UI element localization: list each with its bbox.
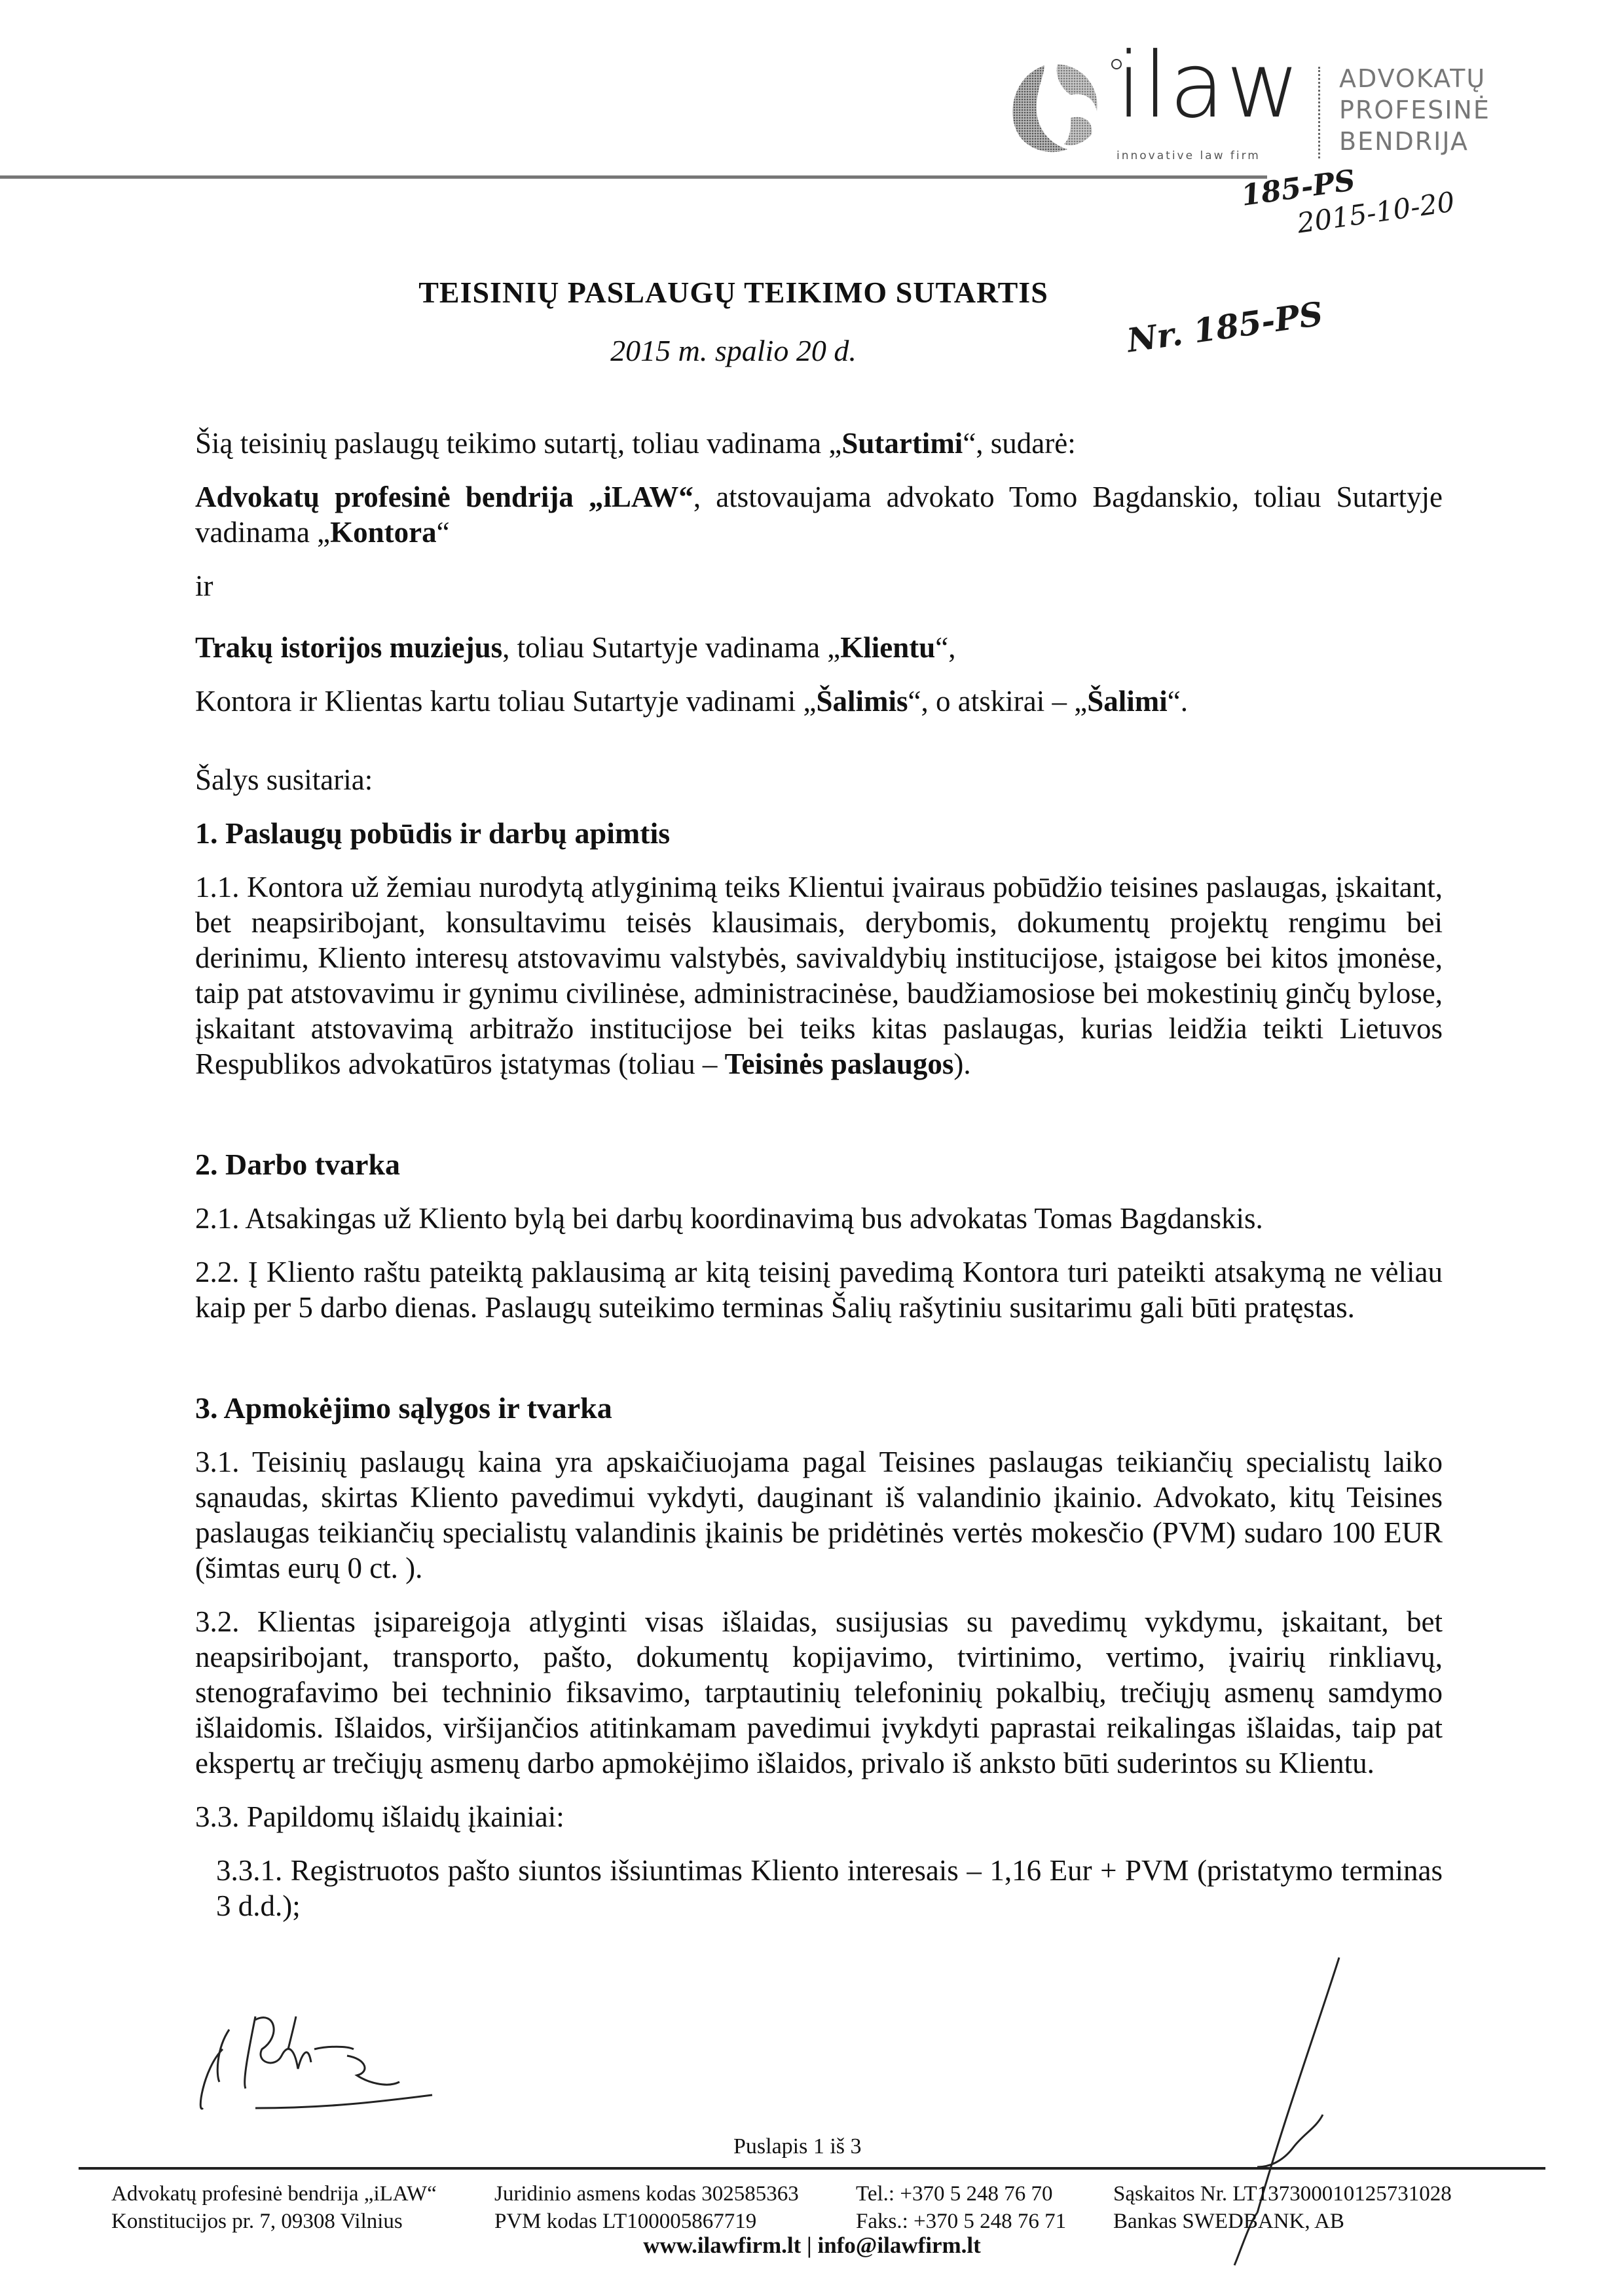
clause-2-1: 2.1. Atsakingas už Kliento bylą bei darbų koordinavimą bus advokatas Tomas Bagdanskis. bbox=[195, 1202, 1263, 1235]
logo-tagline: innovative law firm bbox=[1116, 149, 1261, 162]
parties-definition bbox=[195, 683, 1443, 719]
handwritten-reference: 185-PS bbox=[1239, 164, 1357, 213]
footer-account: Sąskaitos Nr. LT137300010125731028 bbox=[1113, 2182, 1452, 2206]
agreement-statement: Šalys susitaria: bbox=[195, 763, 373, 796]
date-text: 2015 m. spalio 20 d. bbox=[610, 334, 857, 367]
footer-address: Konstitucijos pr. 7, 09308 Vilnius bbox=[111, 2210, 403, 2233]
party-2-name: Trakų istorijos muziejus bbox=[195, 631, 503, 664]
footer-registry bbox=[494, 2180, 799, 2235]
ilaw-logo bbox=[1005, 33, 1503, 170]
firm-type-text bbox=[1339, 63, 1490, 157]
footer-fax: Faks.: +370 5 248 76 71 bbox=[856, 2210, 1067, 2233]
signature-scribble-icon bbox=[196, 2010, 602, 2141]
text: ). bbox=[953, 1048, 971, 1080]
handwritten-contract-number: Nr. 185-PS bbox=[1124, 294, 1325, 360]
section-3-heading: 3. Apmokėjimo sąlygos ir tvarka bbox=[195, 1391, 612, 1425]
contract-body bbox=[195, 426, 1443, 1923]
party-1 bbox=[195, 479, 1443, 550]
text: “ bbox=[436, 516, 450, 549]
text: “, o atskirai – „ bbox=[908, 685, 1088, 718]
defined-term: Šalimis bbox=[816, 685, 908, 718]
section-2-heading: 2. Darbo tvarka bbox=[195, 1148, 401, 1181]
title-text: TEISINIŲ PASLAUGŲ TEIKIMO SUTARTIS bbox=[418, 276, 1048, 309]
footer-vat-code: PVM kodas LT100005867719 bbox=[494, 2210, 757, 2233]
text: “, bbox=[935, 631, 956, 664]
firm-line-1: ADVOKATŲ bbox=[1339, 64, 1486, 93]
clause-2-2: 2.2. Į Kliento raštu pateiktą paklausimą ar kitą teisinį pavedimą Kontora turi pateikti atsakymą ne vėliau kaip per 5 darbo dienas. Paslaugų suteikimo terminas Šalių rašytiniu susitarimu gali būti pratęstas. bbox=[195, 1256, 1443, 1324]
clause-3-1: 3.1. Teisinių paslaugų kaina yra apskaičiuojama pagal Teisines paslaugas teikiančių specialistų laiko sąnaudas, skirtas Kliento pavedimui vykdyti, dauginant iš valandinio įkainio. Advokato, kitų Teisines paslaugas teikiančių specialistų valandinis įkainis be pridėtinės vertės mokesčio (PVM) sudaro 100 EUR (šimtas eurų 0 ct. ). bbox=[195, 1446, 1443, 1584]
defined-term: Sutartimi bbox=[841, 427, 963, 460]
footer-company-code: Juridinio asmens kodas 302585363 bbox=[494, 2182, 799, 2206]
footer-bank-name: Bankas SWEDBANK, AB bbox=[1113, 2210, 1344, 2233]
footer-bank bbox=[1113, 2180, 1452, 2235]
party-1-name: Advokatų profesinė bendrija „iLAW“ bbox=[195, 481, 693, 513]
logo-wordmark: ilaw bbox=[1116, 33, 1302, 138]
clause-1-1 bbox=[195, 869, 1443, 1082]
conjunction: ir bbox=[195, 570, 213, 602]
defined-term: Klientu bbox=[840, 631, 936, 664]
text: , atstovaujama advokato Tomo Bagdanskio, toliau Sutartyje vadinama „ bbox=[195, 481, 1443, 549]
defined-term: Teisinės paslaugos bbox=[724, 1048, 954, 1080]
footer-firm-name: Advokatų profesinė bendrija „iLAW“ bbox=[111, 2182, 437, 2206]
text: Šią teisinių paslaugų teikimo sutartį, toliau vadinama „ bbox=[195, 427, 842, 460]
handwritten-date: 2015-10-20 bbox=[1295, 185, 1457, 240]
text: “. bbox=[1167, 685, 1188, 718]
text: Kontora ir Klientas kartu toliau Sutartyje vadinami „ bbox=[195, 685, 817, 718]
document-title bbox=[0, 275, 1624, 310]
page-number: Puslapis 1 iš 3 bbox=[733, 2134, 862, 2159]
firm-line-2: PROFESINĖ bbox=[1339, 96, 1490, 124]
text: 1.1. Kontora už žemiau nurodytą atlyginimą teiks Klientui įvairaus pobūdžio teisines paslaugas, įskaitant, bet neapsiribojant, konsultavimu teisės klausimais, derybomis, dokumentų projektų rengimu bei derinimu, Kliento interesų atstovavimu valstybės, savivaldybių institucijose, įstaigose bei kitos įmonėse, taip pat atstovavimu ir gynimu civilinėse, administracinėse, baudžiamosiose bei mokestinių ginčų bylose, įskaitant atstovavimą arbitražo institucijose bei teiks kitas paslaugas, kurias leidžia teikti Lietuvos Respublikos advokatūros įstatymas (toliau – bbox=[195, 871, 1443, 1080]
footer-website-email[interactable]: www.ilawfirm.lt | info@ilawfirm.lt bbox=[643, 2232, 981, 2258]
document-title-block bbox=[0, 275, 1624, 368]
firm-line-3: BENDRIJA bbox=[1339, 127, 1469, 156]
preamble-intro bbox=[195, 426, 1443, 461]
document-date bbox=[0, 333, 1624, 368]
clause-3-3: 3.3. Papildomų išlaidų įkainiai: bbox=[195, 1800, 564, 1833]
section-1-heading: 1. Paslaugų pobūdis ir darbų apimtis bbox=[195, 816, 671, 850]
header-divider bbox=[0, 175, 1267, 179]
clause-3-2: 3.2. Klientas įsipareigoja atlyginti visas išlaidas, susijusias su pavedimų vykdymu, įskaitant, bet neapsiribojant, transporto, pašto, dokumentų kopijavimo, tvirtinimo, vertimo, įvairių rinkliavų, stenografavimo bei techninio fiksavimo, tarptautinių telefoninių pokalbių, trečiųjų asmenų samdymo išlaidomis. Išlaidos, viršijančios atitinkamam pavedimui įvykdyti paprastai reikalingas išlaidas, taip pat ekspertų ar trečiųjų asmenų darbo apmokėjimo išlaidos, privalo iš anksto būti suderintos su Klientu. bbox=[195, 1605, 1443, 1779]
signature-kontora bbox=[196, 2010, 602, 2144]
clause-3-3-1: 3.3.1. Registruotos pašto siuntos išsiuntimas Kliento interesais – 1,16 Eur + PVM (pristatymo terminas 3 d.d.); bbox=[216, 1854, 1443, 1922]
footer-contacts bbox=[856, 2180, 1066, 2235]
party-2 bbox=[195, 630, 1443, 665]
defined-term: Kontora bbox=[330, 516, 437, 549]
defined-term: Šalimi bbox=[1087, 685, 1168, 718]
logo-divider bbox=[1318, 67, 1320, 158]
footer-divider bbox=[79, 2167, 1545, 2170]
ilaw-swirl-logo-icon bbox=[1005, 59, 1103, 157]
footer-phone: Tel.: +370 5 248 76 70 bbox=[856, 2182, 1053, 2206]
text: “, sudarė: bbox=[963, 427, 1076, 460]
text: , toliau Sutartyje vadinama „ bbox=[502, 631, 841, 664]
footer-firm-address bbox=[111, 2180, 437, 2235]
